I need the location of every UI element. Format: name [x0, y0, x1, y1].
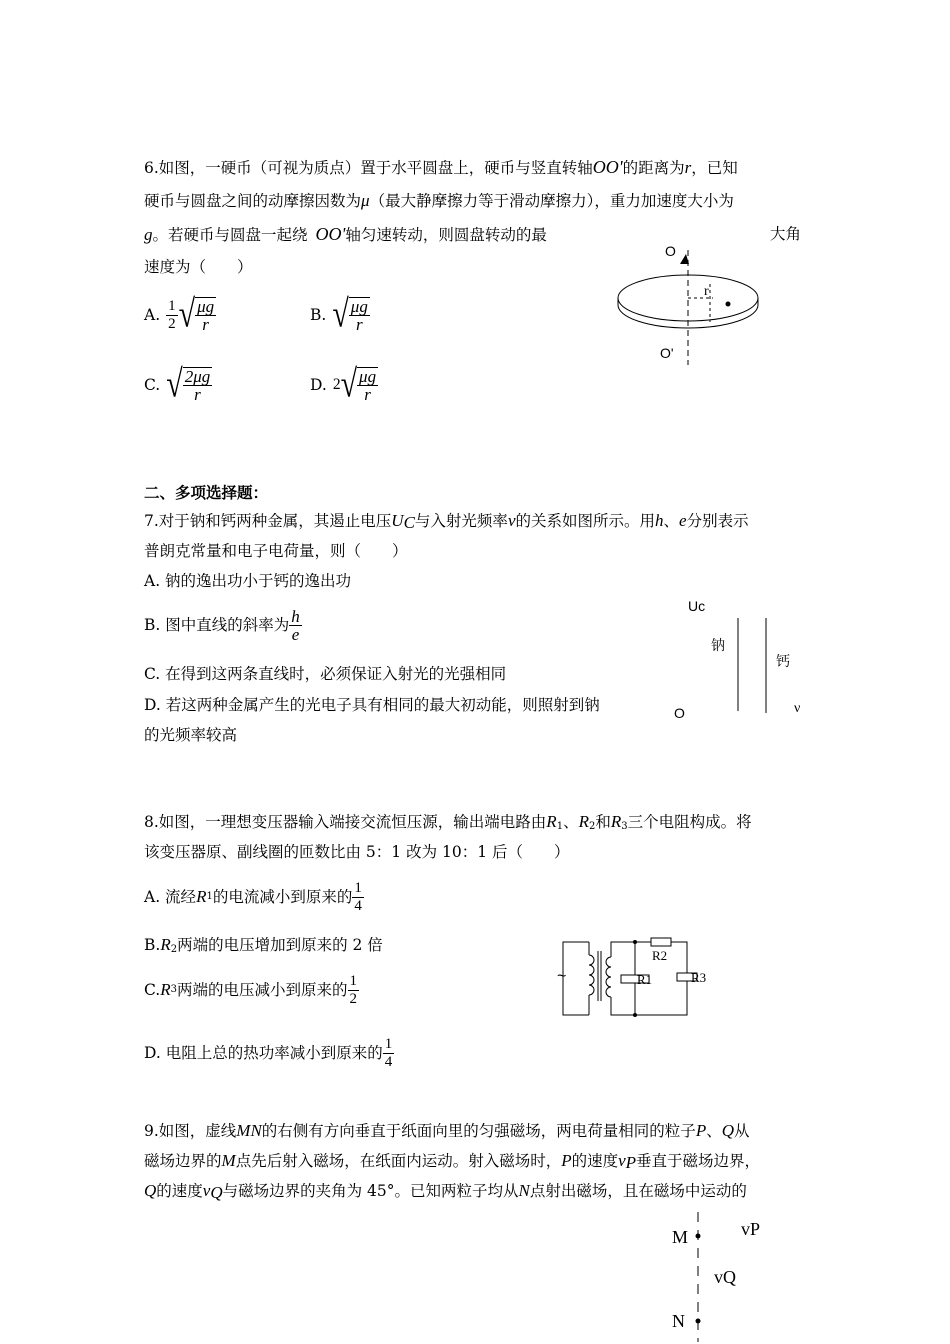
fraction-h-over-e: $\frac{h}{e}$	[291, 606, 300, 644]
q7-option-b[interactable]: B. 图中直线的斜率为 $\frac{h}{e}$	[144, 606, 300, 644]
q7-option-a[interactable]: A. 钠的逸出功小于钙的逸出功	[144, 572, 352, 590]
magnetic-boundary	[690, 1212, 710, 1342]
q6-option-c[interactable]: C. √ $\frac{2\mu g}{r}$	[144, 362, 211, 406]
disc-label-r: r	[704, 284, 709, 299]
q6-option-a[interactable]: A. $\frac{1}{2}$ √ $\frac{\mu g}{r}$	[144, 292, 215, 336]
q7-line2: 普朗克常量和电子电荷量，则（ ）	[144, 542, 408, 560]
disc-label-o: O	[665, 243, 676, 259]
q6-option-d[interactable]: D. 2 √ $\frac{\mu g}{r}$	[310, 362, 377, 406]
label-m: M	[672, 1227, 689, 1247]
fraction-half: $\frac{1}{2}$	[168, 297, 176, 332]
radicand: $\frac{\mu g}{r}$	[359, 367, 377, 404]
fraction-quarter-d: $\frac{1}{4}$	[384, 1035, 393, 1070]
label-vp: vP	[741, 1219, 761, 1239]
label-n: N	[672, 1311, 685, 1331]
sqrt-symbol: √	[166, 362, 183, 406]
graph-label-nu: ν	[794, 701, 801, 716]
graph-label-ca: 钙	[776, 654, 790, 670]
q6-line2: 硬币与圆盘之间的动摩擦因数为μ（最大静摩擦力等于滑动摩擦力），重力加速度大小为	[144, 191, 734, 210]
q7-option-d[interactable]: D. 若这两种金属产生的光电子具有相同的最大初动能，则照射到钠	[144, 696, 600, 714]
graph-label-na: 钠	[711, 638, 725, 654]
disc-label-o-prime: O'	[660, 345, 674, 361]
q6-option-b[interactable]: B. √ $\frac{\mu g}{r}$	[310, 292, 368, 336]
q6-line3-tail: 大角	[770, 225, 802, 243]
label-vq: vQ	[714, 1267, 736, 1287]
sqrt-symbol: √	[178, 292, 196, 336]
q9-line2: 磁场边界的M点先后射入磁场，在纸面内运动。射入磁场时，P的速度$v_P$垂直于磁场边界，	[144, 1151, 761, 1172]
label-r1: R1	[637, 972, 653, 987]
transformer-circuit	[555, 935, 695, 1020]
r2-resistor	[651, 938, 671, 946]
label-r2: R2	[652, 948, 668, 963]
q7-option-c[interactable]: C. 在得到这两条直线时，必须保证入射光的光强相同	[144, 665, 507, 683]
axis-oo: OO'	[592, 157, 623, 177]
graph-label-uc: Uc	[688, 598, 706, 614]
sqrt-symbol: √	[340, 362, 358, 406]
fraction-half-c: $\frac{1}{2}$	[349, 972, 358, 1007]
graph-label-origin: O	[674, 705, 685, 721]
uc-nu-graph	[730, 615, 780, 715]
q8-line2: 该变压器原、副线圈的匝数比由 5：1 改为 10：1 后（ ）	[144, 843, 570, 861]
q6-line3: g。若硬币与圆盘一起绕 OO'轴匀速转动，则圆盘转动的最	[144, 224, 547, 244]
q8-option-b[interactable]: $B.R_2$两端的电压增加到原来的 2 倍	[144, 935, 383, 955]
sqrt-symbol: √	[332, 292, 349, 336]
q6-line4: 速度为（ ）	[144, 258, 253, 276]
q8-option-a[interactable]: A. 流经 R 1 的电流减小到原来的 $\frac{1}{4}$	[144, 879, 362, 914]
section-title: 二、多项选择题：	[144, 483, 269, 502]
q9-line3: Q的速度$v_Q$与磁场边界的夹角为 45°。已知两粒子均从N点射出磁场，且在磁场中运动的	[144, 1181, 747, 1202]
q8-option-c[interactable]: C. R 3 两端的电压减小到原来的 $\frac{1}{2}$	[144, 972, 358, 1007]
fraction-quarter: $\frac{1}{4}$	[354, 879, 362, 914]
q7-option-d-cont: 的光频率较高	[144, 726, 238, 744]
radicand: $\frac{2\mu g}{r}$	[184, 367, 211, 404]
q7-line1: 7.对于钠和钙两种金属，其遏止电压$U_C$与入射光频率ν的关系如图所示。用h、e分别表示	[144, 511, 749, 532]
radicand: $\frac{\mu g}{r}$	[197, 297, 215, 334]
disc-figure	[610, 240, 770, 370]
label-r3: R3	[691, 970, 707, 985]
q9-line1: 9.如图，虚线MN的右侧有方向垂直于纸面向里的匀强磁场，两电荷量相同的粒子P、Q从	[144, 1121, 750, 1140]
ac-source-icon: ~	[557, 968, 567, 985]
q8-line1: 8.如图，一理想变压器输入端接交流恒压源，输出端电路由$R_1$、$R_2$和$R_3$三个电阻构成。将	[144, 812, 752, 832]
radicand: $\frac{\mu g}{r}$	[350, 297, 368, 334]
q8-option-d[interactable]: D. 电阻上总的热功率减小到原来的 $\frac{1}{4}$	[144, 1035, 393, 1070]
q6-line1: 6.如图，一硬币（可视为质点）置于水平圆盘上，硬币与竖直转轴OO'的距离为r，已知	[144, 157, 738, 177]
